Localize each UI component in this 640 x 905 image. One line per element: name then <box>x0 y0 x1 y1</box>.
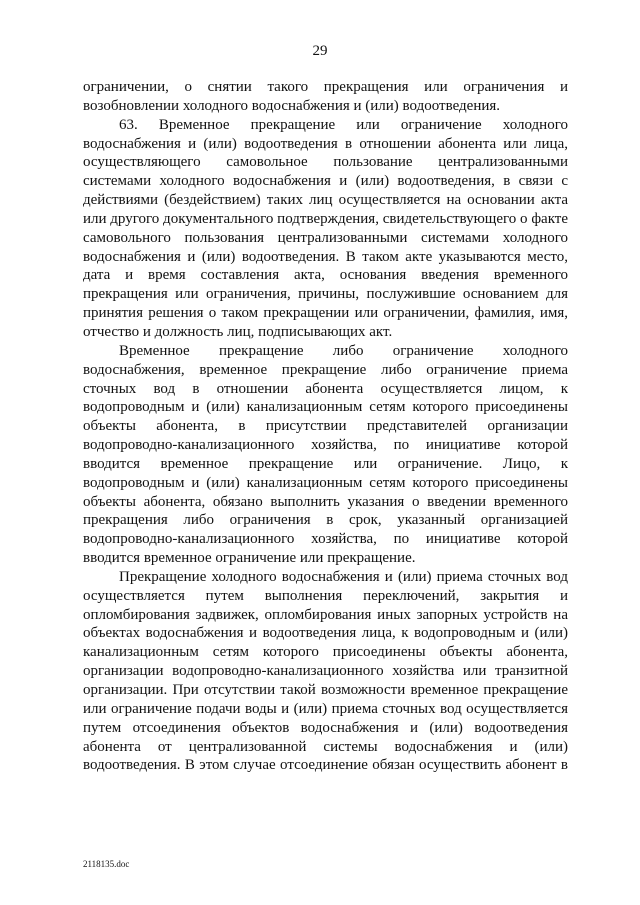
paragraph-clause-63: 63. Временное прекращение или ограничение холодного водоснабжения и (или) водоотведения в отношении абонента или лица, осуществляющего самовольное пользование централизованными системами холодного водоснабжения и (или) водоотведения, в связи с действиями (бездействием) таких лиц осуществляется на основании акта или другого документального подтверждения, свидетельствующего о факте самовольного пользования централизованными системами холодного водоснабжения и (или) водоотведения. В таком акте указываются место, дата и время составления акта, основания введения временного прекращения или ограничения, причины, послужившие основанием для принятия решения о таком прекращении или ограничении, фамилия, имя, отчество и должность лиц, подписывающих акт. <box>83 116 568 340</box>
paragraph-termination-method: Прекращение холодного водоснабжения и (или) приема сточных вод осуществляется путем выполнения переключений, закрытия и опломбирования задвижек, опломбирования иных запорных устройств на объектах водоснабжения и водоотведения лица, к водопроводным и (или) канализационным сетям которого присоединены объекты абонента, организации водопроводно-канализационного хозяйства или транзитной организации. При отсутствии такой возможности временное прекращение или ограничение подачи воды и (или) приема сточных вод осуществляется путем отсоединения объектов водоснабжения и (или) водоотведения абонента от централизованной системы водоснабжения и (или) водоотведения. В этом случае отсоединение обязан осуществить абонент в <box>83 568 568 774</box>
page-number: 29 <box>312 43 328 59</box>
footer-filename: 2118135.doc <box>83 859 130 869</box>
document-body <box>83 78 568 775</box>
paragraph-continuation: ограничении, о снятии такого прекращения или ограничения и возобновлении холодного водоснабжения и (или) водоотведения. <box>83 79 568 114</box>
paragraph-temporary-suspension: Временное прекращение либо ограничение холодного водоснабжения, временное прекращение либо ограничение приема сточных вод в отношении абонента осуществляется лицом, к водопроводным и (или) канализационным сетям которого присоединены объекты абонента, в присутствии представителей организации водопроводно-канализационного хозяйства, по инициативе которой вводится временное прекращение или ограничение. Лицо, к водопроводным и (или) канализационным сетям которого присоединены объекты абонента, обязано выполнить указания о введении временного прекращения либо ограничения в срок, указанный организацией водопроводно-канализационного хозяйства, по инициативе которой вводится временное ограничение или прекращение. <box>83 342 568 567</box>
